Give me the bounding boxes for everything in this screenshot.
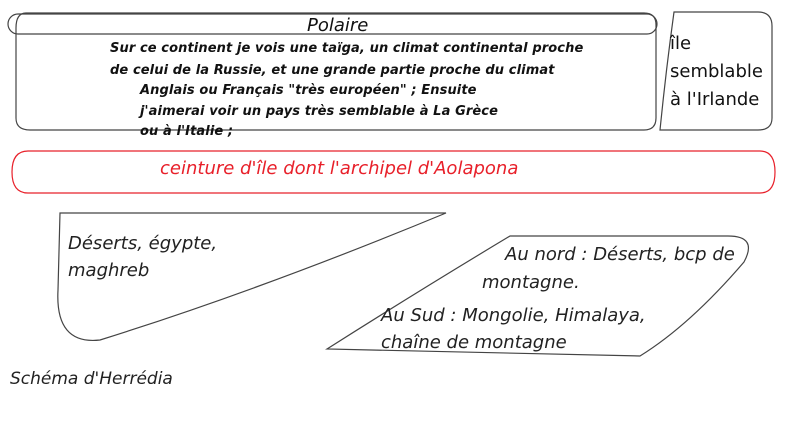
polar-text-line-2: de celui de la Russie, et une grande partie proche du climat	[110, 63, 555, 78]
polar-text-line-1: Sur ce continent je vois une taïga, un climat continental proche	[110, 41, 584, 56]
desert-text-line-1: Déserts, égypte,	[68, 233, 218, 254]
polar-text-line-3: Anglais ou Français "très européen" ; Ensuite	[140, 83, 477, 98]
asia-text-line-2: montagne.	[482, 272, 580, 293]
diagram-caption: Schéma d'Herrédia	[10, 369, 173, 389]
polar-text-line-5: ou à l'Italie ;	[140, 124, 234, 139]
polar-text-line-4: j'aimerai voir un pays très semblable à La Grèce	[140, 104, 498, 119]
island-text-line-2: semblable	[670, 61, 763, 82]
asia-text-line-4: chaîne de montagne	[381, 332, 567, 353]
asia-text-line-1: Au nord : Déserts, bcp de	[505, 244, 735, 265]
desert-text-line-2: maghreb	[68, 260, 150, 281]
island-text-line-3: à l'Irlande	[670, 89, 760, 110]
polar-title: Polaire	[307, 15, 369, 36]
island-belt-label: ceinture d'île dont l'archipel d'Aolapona	[160, 158, 519, 179]
island-text-line-1: île	[670, 33, 692, 54]
asia-text-line-3: Au Sud : Mongolie, Himalaya,	[381, 305, 646, 326]
